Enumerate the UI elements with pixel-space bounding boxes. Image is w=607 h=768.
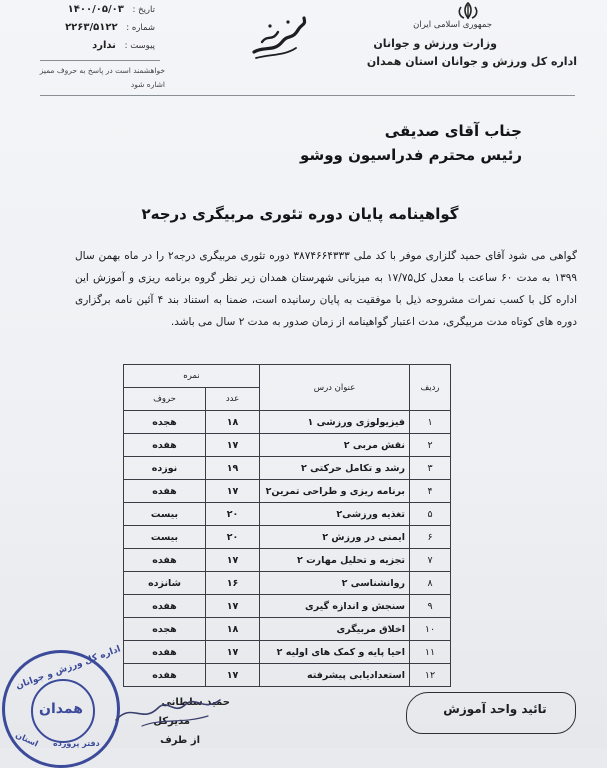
row-course: رشد و تکامل حرکتی ۲: [260, 457, 410, 480]
table-row: [124, 480, 451, 503]
row-grade-letters: بیست: [124, 503, 206, 526]
row-grade-letters: هفده: [124, 641, 206, 664]
recipient-name: جناب آقای صدیقی: [384, 122, 522, 140]
iran-emblem-icon: [455, 2, 481, 20]
date-label: تاریخ :: [132, 5, 155, 15]
row-course: احیا پایه و کمک های اولیه ۲: [260, 641, 410, 664]
row-grade-number: ۱۷: [206, 434, 260, 457]
row-course: فیزیولوژی ورزشی ۱: [260, 411, 410, 434]
row-grade-letters: هفده: [124, 595, 206, 618]
signer-name: حمید سلطانی: [161, 697, 230, 708]
row-course: اخلاق مربیگری: [260, 618, 410, 641]
table-row: [124, 503, 451, 526]
row-course: تغذیه ورزشی۲: [260, 503, 410, 526]
seal-bottom-text: استان: [14, 730, 40, 749]
row-index: ۹: [410, 595, 451, 618]
row-grade-letters: هجده: [124, 411, 206, 434]
row-index: ۱: [410, 411, 451, 434]
row-course: روانشناسی ۲: [260, 572, 410, 595]
document-title: گواهینامه پایان دوره تئوری مربیگری درجه۲: [141, 205, 459, 223]
row-grade-letters: هفده: [124, 434, 206, 457]
header-rule: [40, 95, 575, 96]
row-grade-letters: شانزده: [124, 572, 206, 595]
signature-scribble: [112, 690, 232, 730]
attachment-value: ندارد: [92, 40, 116, 51]
row-course: نقش مربی ۲: [260, 434, 410, 457]
header-grade: نمره: [124, 365, 260, 388]
row-course: ایمنی در ورزش ۲: [260, 526, 410, 549]
republic-label: جمهوری اسلامی ایران: [413, 20, 492, 30]
official-seal: [2, 644, 123, 768]
header-title: عنوان درس: [260, 365, 410, 411]
table-row: [124, 549, 451, 572]
on-behalf-label: از طرف: [160, 735, 200, 746]
row-grade-number: ۱۸: [206, 411, 260, 434]
row-index: ۸: [410, 572, 451, 595]
row-grade-number: ۱۷: [206, 595, 260, 618]
certificate-body: گواهی می شود آقای حمید گلزاری موفر با کد ملی ۳۸۷۴۶۶۴۳۳۳ دوره تئوری مربیگری درجه۲ را در ماه بهمن سال ۱۳۹۹ به مدت ۶۰ ساعت با معدل کل۱۷/۷۵ به میزبانی شهرستان همدان زیر نظر گروه برنامه ریزی و آموزش این اداره کل با کسب نمرات مشروحه ذیل با موفقیت به پایان رسانیده است، ضمنا به استناد بند ۴ آئین نامه برگزاری دوره های کوتاه مدت مربیگری، مدت اعتبار گواهینامه از زمان صدور به مدت ۲ سال می باشد.: [75, 250, 578, 328]
seal-center-text: همدان: [39, 701, 83, 717]
row-grade-number: ۱۷: [206, 641, 260, 664]
meta-number: [60, 22, 155, 33]
meta-date: [60, 4, 155, 15]
row-grade-number: ۱۷: [206, 549, 260, 572]
header-index: ردیف: [410, 365, 451, 411]
table-row: [124, 434, 451, 457]
attachment-label: پیوست :: [124, 41, 155, 51]
row-index: ۴: [410, 480, 451, 503]
header-number: عدد: [206, 388, 260, 411]
meta-attachment: [60, 40, 155, 51]
header-letters: حروف: [124, 388, 206, 411]
table-row: [124, 595, 451, 618]
row-grade-letters: هفده: [124, 549, 206, 572]
seal-top-text: اداره کل ورزش و جوانان: [14, 644, 123, 692]
row-course: تجزیه و تحلیل مهارت ۲: [260, 549, 410, 572]
row-grade-number: ۲۰: [206, 526, 260, 549]
row-index: ۷: [410, 549, 451, 572]
date-value: ۱۴۰۰/۰۵/۰۳: [67, 4, 124, 15]
row-grade-letters: هجده: [124, 618, 206, 641]
table-row: [124, 664, 451, 687]
ministry-label: وزارت ورزش و جوانان: [373, 37, 497, 50]
seal-small-text: دفتر پرورده: [53, 739, 100, 748]
row-grade-letters: بیست: [124, 526, 206, 549]
row-index: ۱۲: [410, 664, 451, 687]
reply-note-line1: خواهشمند است در پاسخ به حروف ممیز: [39, 66, 165, 75]
row-course: استعدادیابی پیشرفته: [260, 664, 410, 687]
row-grade-number: ۲۰: [206, 503, 260, 526]
education-confirmation-label: تائید واحد آموزش: [443, 702, 547, 716]
signer-title: مدیرکل: [153, 716, 190, 727]
row-grade-number: ۱۷: [206, 664, 260, 687]
grades-table: [123, 364, 451, 687]
number-value: ۲۲۶۳/۵۱۲۲: [65, 22, 118, 33]
number-label: شماره :: [126, 23, 155, 33]
row-grade-number: ۱۹: [206, 457, 260, 480]
reply-note-line2: اشاره شود: [130, 80, 165, 89]
table-row: [124, 457, 451, 480]
row-course: سنجش و اندازه گیری: [260, 595, 410, 618]
row-grade-letters: نوزده: [124, 457, 206, 480]
row-index: ۱۰: [410, 618, 451, 641]
recipient-title: رئیس محترم فدراسیون ووشو: [300, 146, 522, 164]
table-row: [124, 411, 451, 434]
table-row: [124, 641, 451, 664]
row-grade-number: ۱۸: [206, 618, 260, 641]
row-course: برنامه ریزی و طراحی تمرین۲: [260, 480, 410, 503]
department-label: اداره کل ورزش و جوانان استان همدان: [366, 55, 577, 68]
row-index: ۲: [410, 434, 451, 457]
row-index: ۱۱: [410, 641, 451, 664]
row-grade-number: ۱۷: [206, 480, 260, 503]
meta-divider: [40, 60, 160, 61]
row-index: ۳: [410, 457, 451, 480]
table-row: [124, 572, 451, 595]
row-index: ۵: [410, 503, 451, 526]
row-grade-letters: هفده: [124, 664, 206, 687]
row-grade-letters: هفده: [124, 480, 206, 503]
table-row: [124, 526, 451, 549]
header-calligraphy-logo: [248, 12, 310, 62]
table-row: [124, 618, 451, 641]
row-grade-number: ۱۶: [206, 572, 260, 595]
row-index: ۶: [410, 526, 451, 549]
